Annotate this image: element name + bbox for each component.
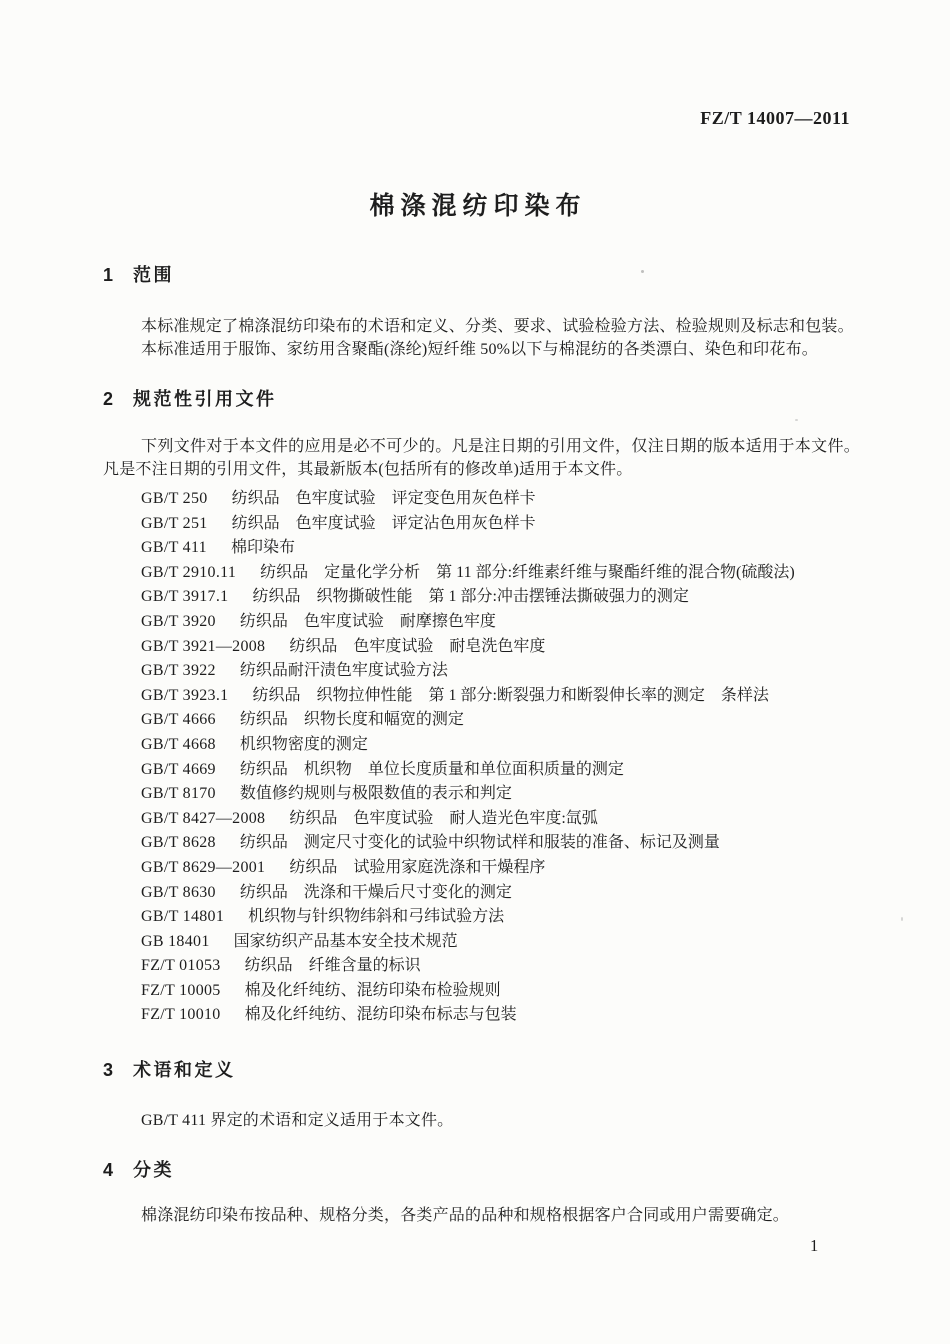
reference-code: GB/T 3921—2008: [141, 637, 266, 655]
reference-title: 纺织品 洗涤和干燥后尺寸变化的测定: [239, 883, 512, 901]
reference-title: 纺织品 试验用家庭洗涤和干燥程序: [289, 858, 546, 876]
reference-item: [103, 659, 893, 684]
reference-item: [103, 536, 893, 561]
reference-code: GB/T 251: [141, 514, 208, 532]
reference-item: [103, 930, 893, 955]
reference-item: [103, 610, 893, 635]
reference-code: GB/T 14801: [141, 908, 225, 926]
section-4-body: [103, 1205, 860, 1228]
reference-item: [103, 1003, 893, 1028]
reference-title: 机织物密度的测定: [239, 735, 368, 753]
document-title: 棉涤混纺印染布: [369, 192, 587, 220]
reference-item: [103, 561, 893, 586]
paragraph: 下列文件对于本文件的应用是必不可少的。凡是注日期的引用文件，仅注日期的版本适用于本文件。凡是不注日期的引用文件，其最新版本(包括所有的修改单)适用于本文件。: [103, 438, 860, 478]
page-number: 1: [810, 1236, 819, 1255]
paragraph: 本标准规定了棉涤混纺印染布的术语和定义、分类、要求、试验检验方法、检验规则及标志和包装。: [141, 318, 854, 335]
reference-item: [103, 807, 893, 832]
reference-code: GB/T 2910.11: [141, 563, 237, 581]
reference-title: 纺织品 定量化学分析 第 11 部分:纤维素纤维与聚酯纤维的混合物(硫酸法): [260, 563, 795, 581]
reference-title: 纺织品 织物长度和幅宽的测定: [239, 711, 464, 729]
reference-item: [103, 831, 893, 856]
reference-title: 棉及化纤纯纺、混纺印染布检验规则: [244, 981, 501, 999]
section-2-heading: [103, 387, 277, 411]
reference-item: [103, 512, 893, 537]
reference-title: 纺织品 色牢度试验 评定变色用灰色样卡: [231, 490, 536, 507]
reference-title: 纺织品 织物拉伸性能 第 1 部分:断裂强力和断裂伸长率的测定 条样法: [252, 686, 769, 704]
reference-code: GB/T 250: [141, 490, 208, 507]
reference-title: 纺织品 色牢度试验 评定沾色用灰色样卡: [231, 514, 536, 532]
reference-code: GB/T 8629—2001: [141, 858, 266, 876]
reference-item: [103, 733, 893, 758]
reference-code: GB/T 8170: [141, 785, 216, 803]
section-4-heading: [103, 1158, 174, 1182]
reference-item: [103, 979, 893, 1004]
reference-title: 纺织品 色牢度试验 耐摩擦色牢度: [239, 612, 496, 630]
reference-title: 纺织品 色牢度试验 耐皂洗色牢度: [289, 637, 546, 655]
reference-item: [103, 954, 893, 979]
reference-code: GB/T 3920: [141, 612, 216, 630]
reference-code: GB/T 8630: [141, 883, 216, 901]
reference-code: GB/T 411: [141, 539, 207, 557]
reference-title: 棉印染布: [230, 539, 295, 557]
reference-item: [103, 684, 893, 709]
reference-code: GB/T 8628: [141, 834, 216, 852]
scan-artifact: [901, 917, 903, 921]
reference-item: [103, 905, 893, 930]
reference-code: GB 18401: [141, 932, 210, 950]
reference-title: 棉及化纤纯纺、混纺印染布标志与包装: [244, 1006, 517, 1024]
reference-item: [103, 708, 893, 733]
reference-code: GB/T 4669: [141, 760, 216, 778]
reference-title: 纺织品 机织物 单位长度质量和单位面积质量的测定: [239, 760, 624, 778]
reference-title: 纺织品 织物撕破性能 第 1 部分:冲击摆锤法撕破强力的测定: [252, 588, 689, 606]
reference-item: [103, 856, 893, 881]
reference-item: [103, 585, 893, 610]
section-1-number: 1: [103, 265, 114, 285]
reference-title: 纺织品 色牢度试验 耐人造光色牢度:氙弧: [289, 809, 598, 827]
reference-code: GB/T 8427—2008: [141, 809, 266, 827]
paragraph: 本标准适用于服饰、家纺用含聚酯(涤纶)短纤维 50%以下与棉混纺的各类漂白、染色和印花布。: [141, 340, 818, 358]
reference-title: 机织物与针织物纬斜和弓纬试验方法: [248, 908, 505, 926]
section-3-body: [103, 1110, 860, 1133]
scan-artifact: [641, 270, 644, 273]
paragraph: 棉涤混纺印染布按品种、规格分类，各类产品的品种和规格根据客户合同或用户需要确定。: [141, 1207, 790, 1224]
reference-title: 数值修约规则与极限数值的表示和判定: [239, 785, 512, 803]
section-4-title: 分类: [133, 1160, 174, 1180]
reference-code: GB/T 3923.1: [141, 686, 229, 704]
paragraph: GB/T 411 界定的术语和定义适用于本文件。: [141, 1112, 454, 1129]
section-3-number: 3: [103, 1060, 114, 1080]
section-2-title: 规范性引用文件: [133, 389, 277, 409]
reference-code: GB/T 4668: [141, 735, 216, 753]
reference-code: FZ/T 01053: [141, 957, 221, 975]
section-4-number: 4: [103, 1160, 114, 1180]
reference-title: 纺织品 测定尺寸变化的试验中织物试样和服装的准备、标记及测量: [239, 834, 720, 852]
reference-item: [103, 758, 893, 783]
reference-title: 纺织品 纤维含量的标识: [244, 957, 421, 975]
section-2-number: 2: [103, 389, 114, 409]
scan-artifact: [795, 419, 798, 421]
section-1-body: [103, 316, 860, 361]
reference-title: 国家纺织产品基本安全技术规范: [233, 932, 458, 950]
reference-code: FZ/T 10010: [141, 1006, 221, 1024]
standard-code: FZ/T 14007—2011: [700, 108, 850, 128]
section-2-body: [103, 436, 860, 481]
reference-item: [103, 487, 893, 512]
reference-item: [103, 782, 893, 807]
reference-title: 纺织品耐汗渍色牢度试验方法: [239, 662, 448, 680]
section-3-heading: [103, 1058, 236, 1082]
references-list: [103, 487, 893, 1028]
reference-item: [103, 635, 893, 660]
section-1-title: 范围: [133, 265, 174, 285]
reference-item: [103, 881, 893, 906]
reference-code: GB/T 4666: [141, 711, 216, 729]
reference-code: FZ/T 10005: [141, 981, 221, 999]
section-3-title: 术语和定义: [133, 1060, 236, 1080]
section-1-heading: [103, 263, 174, 287]
reference-code: GB/T 3922: [141, 662, 216, 680]
reference-code: GB/T 3917.1: [141, 588, 229, 606]
